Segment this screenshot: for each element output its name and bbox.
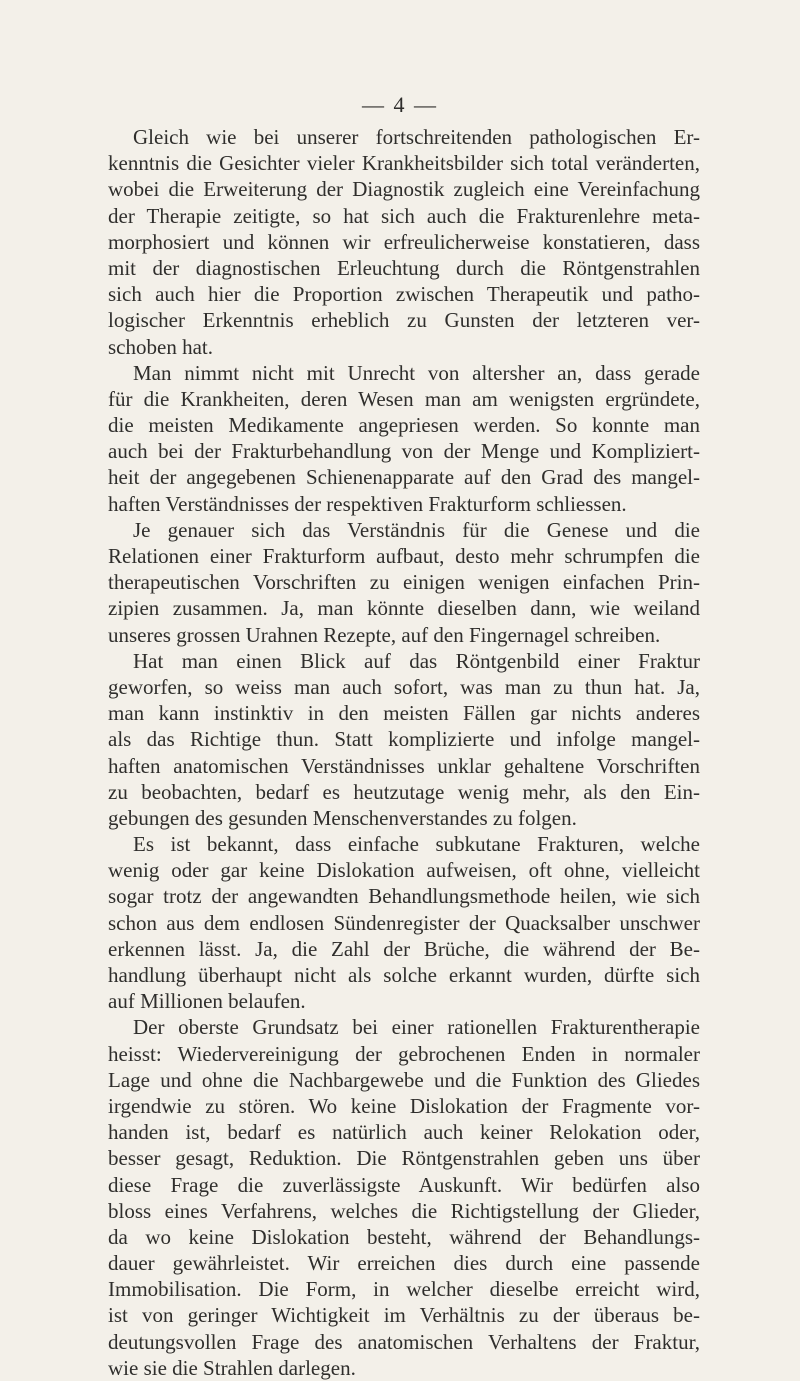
text-line: auch bei der Frakturbehandlung von der Menge und Kompliziert- xyxy=(108,439,700,464)
text-line: zipien zusammen. Ja, man könnte dieselben dann, wie weiland xyxy=(108,596,700,621)
text-line: Hat man einen Blick auf das Röntgenbild einer Fraktur xyxy=(133,648,700,673)
text-line: wie sie die Strahlen darlegen. xyxy=(108,1355,356,1380)
text-line: die meisten Medikamente angepriesen werden. So konnte man xyxy=(108,413,700,438)
text-line: Lage und ohne die Nachbargewebe und die Funktion des Gliedes xyxy=(108,1067,700,1092)
paragraph xyxy=(108,124,700,360)
text-line: haften Verständnisses der respektiven Frakturform schliessen. xyxy=(108,491,627,516)
text-line: für die Krankheiten, deren Wesen man am wenigsten ergründete, xyxy=(108,386,700,411)
paragraph xyxy=(108,360,700,517)
text-line: Immobilisation. Die Form, in welcher dieselbe erreicht wird, xyxy=(108,1277,700,1302)
text-line: da wo keine Dislokation besteht, während der Behandlungs- xyxy=(108,1224,700,1249)
text-line: Je genauer sich das Verständnis für die Genese und die xyxy=(133,517,700,542)
body-text xyxy=(108,124,700,1381)
text-line: irgendwie zu stören. Wo keine Dislokation der Fragmente vor- xyxy=(108,1093,700,1118)
text-line: heisst: Wiedervereinigung der gebrochenen Enden in normaler xyxy=(108,1041,700,1066)
text-line: morphosiert und können wir erfreulicherweise konstatieren, dass xyxy=(108,229,700,254)
text-line: therapeutischen Vorschriften zu einigen wenigen einfachen Prin- xyxy=(108,570,700,595)
text-line: Relationen einer Frakturform aufbaut, desto mehr schrumpfen die xyxy=(108,544,700,568)
text-line: dauer gewährleistet. Wir erreichen dies durch eine passende xyxy=(108,1251,700,1276)
paragraph xyxy=(108,1014,700,1381)
paragraph xyxy=(108,517,700,648)
text-line: handen ist, bedarf es natürlich auch keiner Relokation oder, xyxy=(108,1120,700,1145)
text-line: wenig oder gar keine Dislokation aufweisen, oft ohne, vielleicht xyxy=(108,858,700,883)
paragraph xyxy=(108,648,700,831)
text-line: Man nimmt nicht mit Unrecht von altersher an, dass gerade xyxy=(133,360,700,385)
page-number: — 4 — xyxy=(362,92,438,117)
text-line: sich auch hier die Proportion zwischen Therapeutik und patho- xyxy=(108,282,700,307)
text-line: Es ist bekannt, dass einfache subkutane Frakturen, welche xyxy=(133,832,700,857)
text-line: auf Millionen belaufen. xyxy=(108,989,306,1014)
text-line: heit der angegebenen Schienenapparate auf den Grad des mangel- xyxy=(108,465,700,490)
text-line: zu beobachten, bedarf es heutzutage wenig mehr, als den Ein- xyxy=(108,779,700,804)
text-line: unseres grossen Urahnen Rezepte, auf den Fingernagel schreiben. xyxy=(108,622,661,647)
text-line: sogar trotz der angewandten Behandlungsmethode heilen, wie sich xyxy=(108,884,700,909)
text-line: der Therapie zeitigte, so hat sich auch die Frakturenlehre meta- xyxy=(108,203,700,228)
text-line: schoben hat. xyxy=(108,334,213,359)
text-line: als das Richtige thun. Statt komplizierte und infolge mangel- xyxy=(108,727,700,752)
text-line: diese Frage die zuverlässigste Auskunft. Wir bedürfen also xyxy=(108,1172,700,1197)
text-line: bloss eines Verfahrens, welches die Richtigstellung der Glieder, xyxy=(108,1198,700,1223)
text-line: besser gesagt, Reduktion. Die Röntgenstrahlen geben uns über xyxy=(108,1146,700,1171)
text-line: handlung überhaupt nicht als solche erkannt wurden, dürfte sich xyxy=(108,963,700,987)
text-line: wobei die Erweiterung der Diagnostik zugleich eine Vereinfachung xyxy=(108,177,700,202)
text-line: mit der diagnostischen Erleuchtung durch die Röntgenstrahlen xyxy=(108,255,700,280)
text-line: deutungsvollen Frage des anatomischen Verhaltens der Fraktur, xyxy=(108,1329,700,1354)
paragraph xyxy=(108,831,700,1014)
text-line: Gleich wie bei unserer fortschreitenden pathologischen Er- xyxy=(133,125,700,149)
text-line: Der oberste Grundsatz bei einer rationellen Frakturentherapie xyxy=(133,1015,700,1040)
text-line: logischer Erkenntnis erheblich zu Gunsten der letzteren ver- xyxy=(108,308,700,333)
text-line: erkennen lässt. Ja, die Zahl der Brüche, die während der Be- xyxy=(108,936,700,961)
text-line: man kann instinktiv in den meisten Fällen gar nichts anderes xyxy=(108,701,700,726)
text-line: schon aus dem endlosen Sündenregister der Quacksalber unschwer xyxy=(108,910,700,935)
text-line: ist von geringer Wichtigkeit im Verhältnis zu der überaus be- xyxy=(108,1303,700,1328)
text-line: haften anatomischen Verständnisses unklar gehaltene Vorschriften xyxy=(108,753,700,778)
text-line: gebungen des gesunden Menschenverstandes zu folgen. xyxy=(108,805,577,830)
text-line: geworfen, so weiss man auch sofort, was man zu thun hat. Ja, xyxy=(108,674,700,699)
text-line: kenntnis die Gesichter vieler Krankheitsbilder sich total veränderten, xyxy=(108,151,700,176)
